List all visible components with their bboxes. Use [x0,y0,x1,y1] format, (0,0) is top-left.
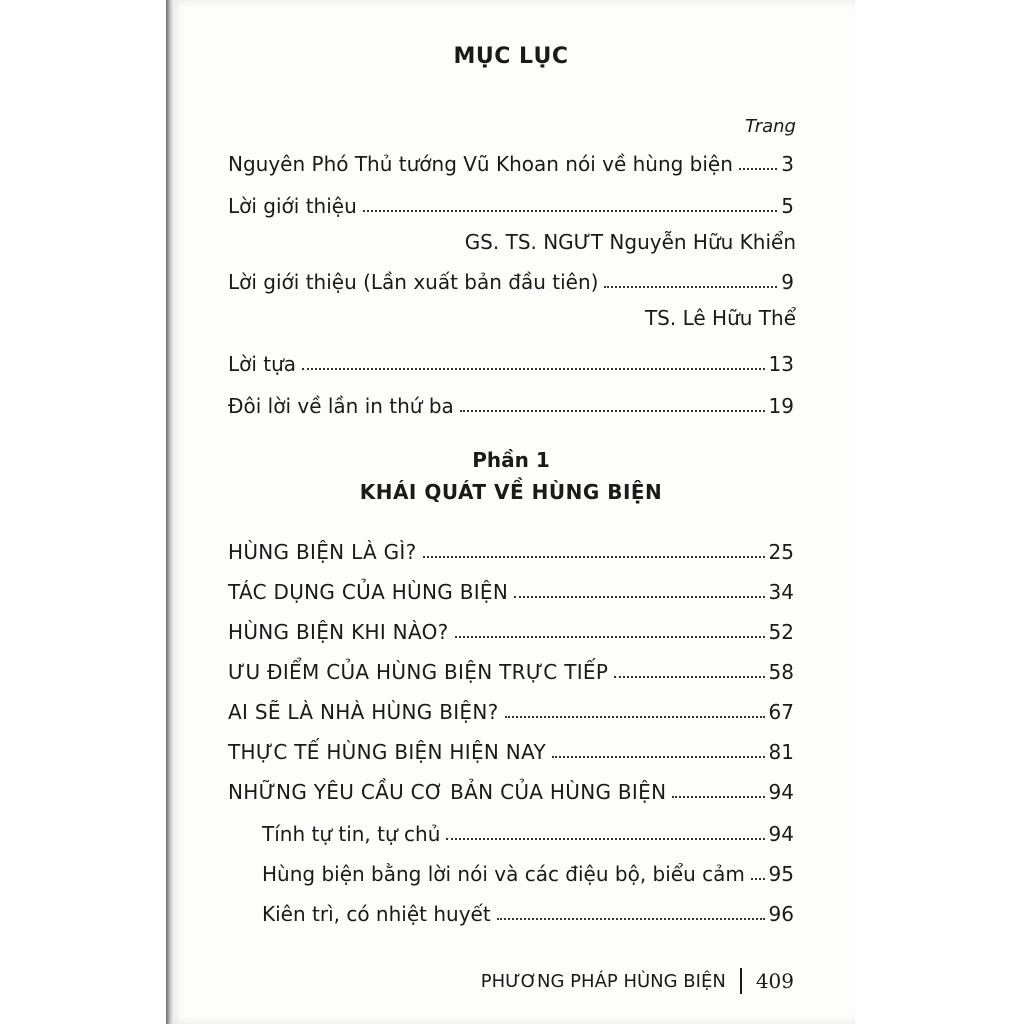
dot-leader [302,368,764,370]
toc-entry-label: Lời tựa [228,352,297,376]
toc-entry [228,188,794,218]
toc-entry-page: 3 [781,152,794,176]
toc-chapter [228,774,794,804]
toc-chapter [228,734,794,764]
toc-chapter [228,654,794,684]
toc-chapter-page: 52 [768,620,794,644]
toc-entry-page: 9 [781,270,794,294]
toc-chapter [228,574,794,604]
dot-leader [497,918,765,920]
dot-leader [739,168,777,170]
page-column-header: Trang [745,116,796,137]
toc-entry-label: Nguyên Phó Thủ tướng Vũ Khoan nói về hùng biện [228,152,733,176]
toc-subsection-page: 95 [768,862,794,886]
part-title: KHÁI QUÁT VỀ HÙNG BIỆN [359,480,663,504]
page-number: 409 [755,969,794,993]
toc-author: TS. Lê Hữu Thể [644,306,796,330]
toc-subsection-page: 96 [768,902,794,926]
dot-leader [751,878,765,880]
toc-entry-page: 13 [768,352,794,376]
toc-chapter-label: AI SẼ LÀ NHÀ HÙNG BIỆN? [228,700,499,724]
toc-entry-label: Lời giới thiệu [228,194,357,218]
toc-subsection-label: Tính tự tin, tự chủ [262,822,441,846]
toc-chapter [228,534,794,564]
page-footer [481,968,794,994]
toc-chapter-label: TÁC DỤNG CỦA HÙNG BIỆN [228,580,509,604]
toc-subsection [262,816,794,846]
toc-entry [228,388,794,418]
toc-subsection-page: 94 [768,822,794,846]
dot-leader [455,636,765,638]
page-binding-edge [166,0,174,1024]
dot-leader [423,556,765,558]
toc-author: GS. TS. NGƯT Nguyễn Hữu Khiển [464,230,796,254]
dot-leader [672,796,764,798]
dot-leader [460,410,765,412]
dot-leader [614,676,764,678]
toc-entry-label: Đôi lời về lần in thứ ba [228,394,454,418]
toc-entry [228,346,794,376]
toc-chapter-page: 81 [768,740,794,764]
toc-title: MỤC LỤC [453,44,569,69]
toc-entry [228,146,794,176]
toc-chapter-page: 58 [768,660,794,684]
toc-chapter [228,694,794,724]
dot-leader [604,286,777,288]
toc-chapter-label: NHỮNG YÊU CẦU CƠ BẢN CỦA HÙNG BIỆN [228,780,667,804]
toc-subsection [262,896,794,926]
toc-chapter-page: 67 [768,700,794,724]
footer-separator [740,968,742,994]
toc-chapter-page: 25 [768,540,794,564]
toc-subsection [262,856,794,886]
toc-chapter-page: 94 [768,780,794,804]
toc-entry-label: Lời giới thiệu (Lần xuất bản đầu tiên) [228,270,599,294]
dot-leader [552,756,765,758]
toc-entry-page: 5 [781,194,794,218]
running-title: PHƯƠNG PHÁP HÙNG BIỆN [480,970,726,992]
toc-chapter-label: HÙNG BIỆN KHI NÀO? [228,620,449,644]
part-label: Phần 1 [472,448,550,472]
toc-subsection-label: Kiên trì, có nhiệt huyết [262,902,491,926]
toc-chapter [228,614,794,644]
dot-leader [505,716,765,718]
toc-entry [228,264,794,294]
toc-entry-page: 19 [768,394,794,418]
toc-chapter-label: ƯU ĐIỂM CỦA HÙNG BIỆN TRỰC TIẾP [228,660,609,684]
dot-leader [363,210,778,212]
dot-leader [446,838,764,840]
toc-subsection-label: Hùng biện bằng lời nói và các điệu bộ, biểu cảm [262,862,745,886]
toc-chapter-label: THỰC TẾ HÙNG BIỆN HIỆN NAY [228,740,547,764]
toc-chapter-page: 34 [768,580,794,604]
dot-leader [514,596,764,598]
toc-chapter-label: HÙNG BIỆN LÀ GÌ? [228,540,417,564]
